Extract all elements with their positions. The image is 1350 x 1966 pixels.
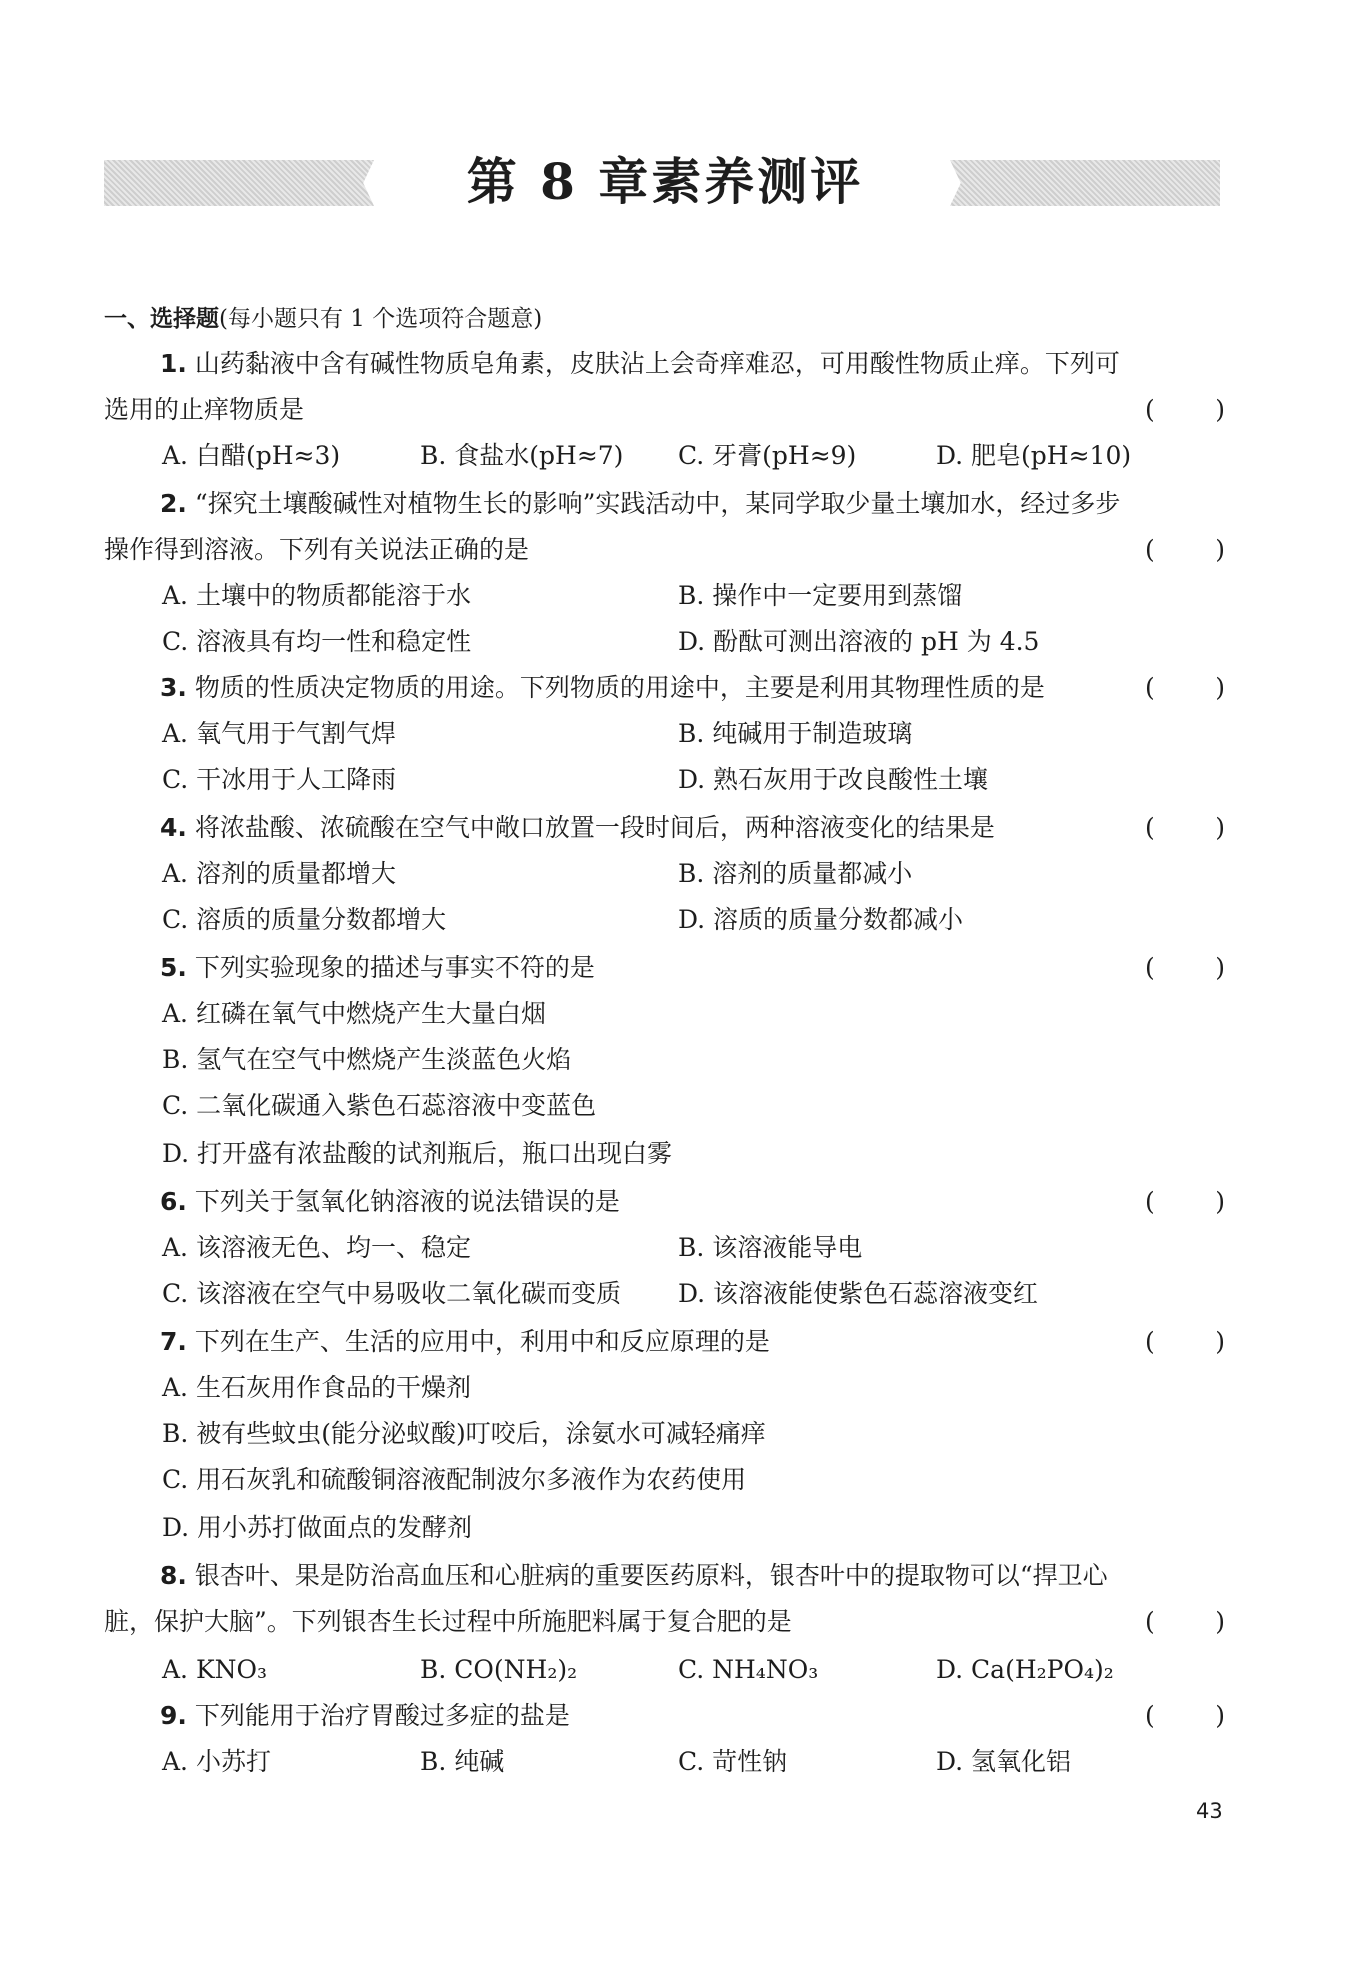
- question-5-option-b: B. 氢气在空气中燃烧产生淡蓝色火焰: [162, 1045, 572, 1074]
- question-7-option-c: C. 用石灰乳和硫酸铜溶液配制波尔多液作为农药使用: [162, 1465, 747, 1494]
- question-8-option-a: A. KNO₃: [162, 1655, 268, 1684]
- question-8-stem-line-2: 脏，保护大脑”。下列银杏生长过程中所施肥料属于复合肥的是: [104, 1607, 792, 1636]
- question-1-option-d: D. 肥皂(pH≈10): [936, 441, 1132, 470]
- question-7-option-a: A. 生石灰用作食品的干燥剂: [162, 1373, 471, 1402]
- question-3-option-d: D. 熟石灰用于改良酸性土壤: [678, 765, 989, 794]
- question-8-option-b: B. CO(NH₂)₂: [420, 1655, 578, 1684]
- question-4-option-d: D. 溶质的质量分数都减小: [678, 905, 964, 934]
- question-3-answer-blank: ( ): [1145, 673, 1225, 702]
- question-5-stem: 5. 下列实验现象的描述与事实不符的是: [160, 953, 595, 982]
- question-8-option-d: D. Ca(H₂PO₄)₂: [936, 1655, 1114, 1684]
- question-9-option-b: B. 纯碱: [420, 1747, 505, 1776]
- question-7-option-b: B. 被有些蚊虫(能分泌蚁酸)叮咬后，涂氨水可减轻痛痒: [162, 1419, 766, 1448]
- title-decoration-left: [104, 160, 374, 206]
- question-1-option-b: B. 食盐水(pH≈7): [420, 441, 624, 470]
- question-8-option-c: C. NH₄NO₃: [678, 1655, 819, 1684]
- question-3-option-b: B. 纯碱用于制造玻璃: [678, 719, 913, 748]
- question-number: 2.: [160, 489, 187, 518]
- question-2-stem-line-2: 操作得到溶液。下列有关说法正确的是: [104, 535, 530, 564]
- question-1-answer-blank: ( ): [1145, 395, 1225, 424]
- question-4-option-b: B. 溶剂的质量都减小: [678, 859, 913, 888]
- question-number: 1.: [160, 349, 187, 378]
- question-5-option-c: C. 二氧化碳通入紫色石蕊溶液中变蓝色: [162, 1091, 597, 1120]
- question-number: 3.: [160, 673, 187, 702]
- question-8-stem-line-1: 8. 银杏叶、果是防治高血压和心脏病的重要医药原料，银杏叶中的提取物可以“捍卫心: [160, 1561, 1108, 1590]
- question-7-answer-blank: ( ): [1145, 1327, 1225, 1356]
- question-1-option-c: C. 牙膏(pH≈9): [678, 441, 857, 470]
- question-6-answer-blank: ( ): [1145, 1187, 1225, 1216]
- question-6-option-c: C. 该溶液在空气中易吸收二氧化碳而变质: [162, 1279, 622, 1308]
- question-4-stem: 4. 将浓盐酸、浓硫酸在空气中敞口放置一段时间后，两种溶液变化的结果是: [160, 813, 995, 842]
- section-heading-note: (每小题只有 1 个选项符合题意): [219, 306, 543, 332]
- question-number: 9.: [160, 1701, 187, 1730]
- question-number: 4.: [160, 813, 187, 842]
- title-decoration-right: [950, 160, 1220, 206]
- page-number: 43: [1196, 1799, 1223, 1823]
- page-title: 第 8 章素养测评: [466, 152, 864, 211]
- question-3-option-a: A. 氧气用于气割气焊: [162, 719, 396, 748]
- question-1-option-a: A. 白醋(pH≈3): [162, 441, 341, 470]
- question-9-answer-blank: ( ): [1145, 1701, 1225, 1730]
- question-number: 6.: [160, 1187, 187, 1216]
- question-6-option-b: B. 该溶液能导电: [678, 1233, 863, 1262]
- question-9-option-c: C. 苛性钠: [678, 1747, 788, 1776]
- question-3-stem: 3. 物质的性质决定物质的用途。下列物质的用途中，主要是利用其物理性质的是: [160, 673, 1045, 702]
- question-2-stem-line-1: 2. “探究土壤酸碱性对植物生长的影响”实践活动中，某同学取少量土壤加水，经过多步: [160, 489, 1121, 518]
- question-1-stem-line-1: 1. 山药黏液中含有碱性物质皂角素，皮肤沾上会奇痒难忍，可用酸性物质止痒。下列可: [160, 349, 1120, 378]
- question-6-option-a: A. 该溶液无色、均一、稳定: [162, 1233, 471, 1262]
- question-4-answer-blank: ( ): [1145, 813, 1225, 842]
- question-2-option-b: B. 操作中一定要用到蒸馏: [678, 581, 963, 610]
- question-9-option-a: A. 小苏打: [162, 1747, 271, 1776]
- question-6-option-d: D. 该溶液能使紫色石蕊溶液变红: [678, 1279, 1039, 1308]
- question-5-option-a: A. 红磷在氧气中燃烧产生大量白烟: [162, 999, 546, 1028]
- question-2-answer-blank: ( ): [1145, 535, 1225, 564]
- question-9-option-d: D. 氢氧化铝: [936, 1747, 1072, 1776]
- question-number: 5.: [160, 953, 187, 982]
- section-heading-label: 一、选择题: [104, 306, 219, 332]
- question-5-answer-blank: ( ): [1145, 953, 1225, 982]
- question-9-stem: 9. 下列能用于治疗胃酸过多症的盐是: [160, 1701, 570, 1730]
- question-2-option-d: D. 酚酞可测出溶液的 pH 为 4.5: [678, 627, 1040, 656]
- question-1-stem-line-2: 选用的止痒物质是: [104, 395, 305, 424]
- section-heading: [104, 302, 542, 336]
- question-2-option-c: C. 溶液具有均一性和稳定性: [162, 627, 472, 656]
- question-4-option-c: C. 溶质的质量分数都增大: [162, 905, 447, 934]
- question-3-option-c: C. 干冰用于人工降雨: [162, 765, 397, 794]
- question-4-option-a: A. 溶剂的质量都增大: [162, 859, 396, 888]
- question-6-stem: 6. 下列关于氢氧化钠溶液的说法错误的是: [160, 1187, 620, 1216]
- question-7-stem: 7. 下列在生产、生活的应用中，利用中和反应原理的是: [160, 1327, 770, 1356]
- question-7-option-d: D. 用小苏打做面点的发酵剂: [162, 1513, 473, 1542]
- question-number: 7.: [160, 1327, 187, 1356]
- question-2-option-a: A. 土壤中的物质都能溶于水: [162, 581, 471, 610]
- question-5-option-d: D. 打开盛有浓盐酸的试剂瓶后，瓶口出现白雾: [162, 1139, 673, 1168]
- question-number: 8.: [160, 1561, 187, 1590]
- question-8-answer-blank: ( ): [1145, 1607, 1225, 1636]
